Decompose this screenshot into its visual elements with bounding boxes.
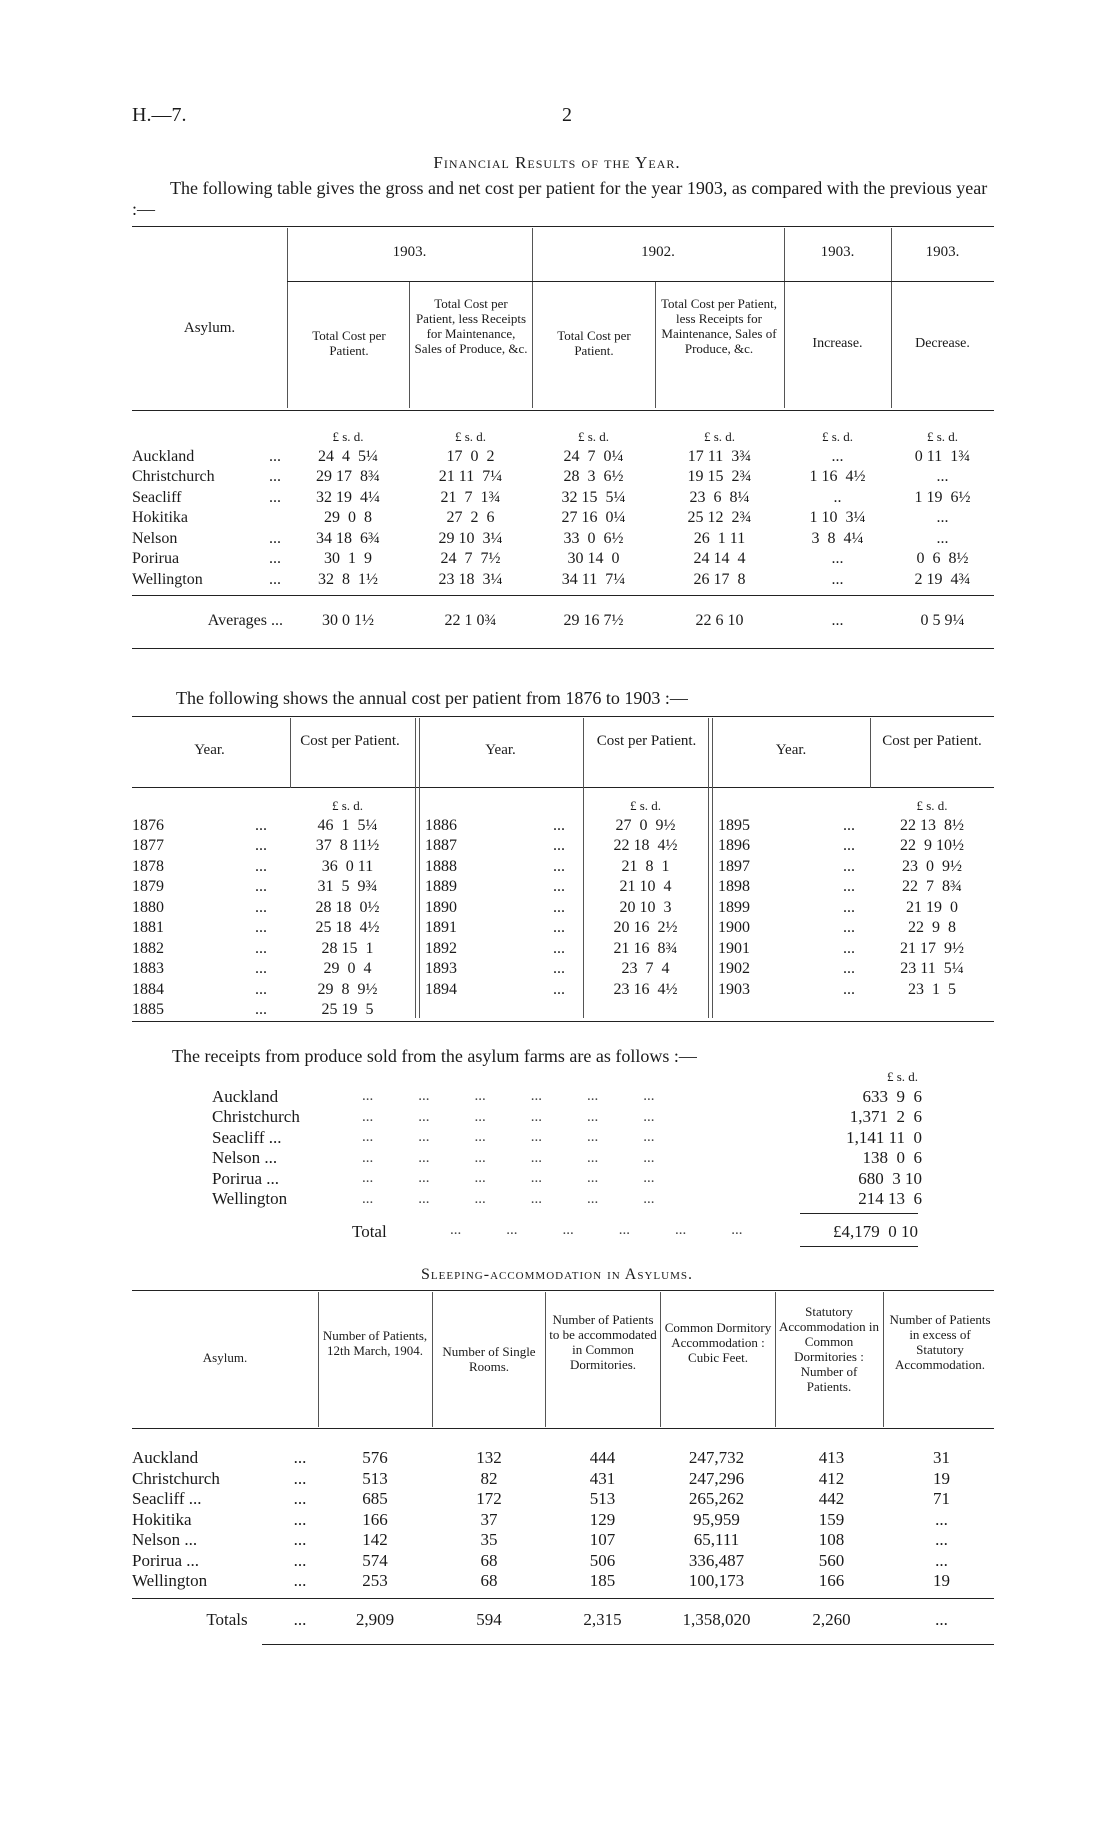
cost-cell: 22 18 4½: [613, 837, 678, 855]
cost-cell: ...: [831, 570, 844, 588]
cost-cell: 37 8 11½: [315, 837, 380, 855]
asylum-name: Wellington: [132, 570, 203, 588]
year-cell: 1900: [718, 919, 750, 937]
year-cell: 1890: [425, 898, 457, 916]
receipt-row: Seacliff ... ... ... ... ... ... ... 1,141 11 0: [212, 1127, 922, 1147]
financial-row: Christchurch ... 29 17 8¾ 21 11 7¼ 28 3 6½ 19 15 2¾ 1 16 4½ ...: [132, 467, 994, 488]
annual-year-header-2: Year.: [485, 742, 516, 758]
cost-cell: 27 0 9½: [615, 816, 676, 834]
annual-table-1: £ s. d. 1876 ... 46 1 5¼ 1877 ... 37 8 11½ 1878 ... 36 0 11 1879 ... 31 5 9¾ 1880 ... 28 18 0½ 1881 ... 25 18 4½ 1882 ... 28 15 1 1883 ... 29 0 4 1884 ... 29 8 9½ 1885 ... 25 19 5: [132, 795, 415, 1021]
cost-cell: 21 7 1¾: [440, 488, 501, 506]
report-code: H.—7.: [132, 104, 187, 126]
sleep-header-patients: Number of Patients, 12th March, 1904.: [322, 1328, 428, 1358]
cost-cell: 28 3 6½: [563, 468, 624, 486]
total-cost-1902-header: Total Cost per Patient.: [557, 328, 631, 358]
value-cell: 68: [480, 1571, 498, 1591]
receipts-total: £4,179 0 10: [833, 1222, 918, 1241]
cost-cell: 30 14 0: [567, 550, 620, 568]
totals-row: Totals ... 2,909 594 2,315 1,358,020 2,260 ...: [206, 1610, 948, 1629]
value-cell: 513: [589, 1489, 616, 1509]
sleep-header-statutory: Statutory Accommodation in Common Dormitories : Number of Patients.: [778, 1304, 879, 1394]
cost-cell: 29 8 9½: [317, 980, 378, 998]
asylum-name: Auckland: [212, 1086, 279, 1106]
asylum-name: Wellington: [212, 1189, 288, 1209]
value-cell: 100,173: [688, 1571, 745, 1591]
value-cell: 444: [589, 1448, 616, 1468]
annual-row: 1889 ... 21 10 4: [425, 877, 708, 898]
value-cell: 71: [933, 1489, 950, 1509]
cost-cell: 25 18 4½: [315, 919, 380, 937]
amount-cell: 214 13 6: [858, 1189, 922, 1209]
cost-cell: 1 19 6½: [914, 488, 971, 506]
year-cell: 1876: [132, 816, 164, 834]
year-cell: 1881: [132, 919, 164, 937]
annual-row: 1888 ... 21 8 1: [425, 857, 708, 878]
annual-row: 1879 ... 31 5 9¾: [132, 877, 415, 898]
cost-cell: 2 19 4¾: [914, 570, 971, 588]
page-number: 2: [562, 104, 572, 126]
annual-table-3: £ s. d. 1895 ... 22 13 8½ 1896 ... 22 9 10½ 1897 ... 23 0 9½ 1898 ... 22 7 8¾ 1899 ... 21 19 0 1900 ... 22 9 8 1901 ... 21 17 9½ 1902 ... 23 11 5¼ 1903 ... 23 1 5: [718, 795, 994, 1000]
value-cell: 35: [480, 1530, 498, 1550]
cost-cell: 36 0 11: [321, 857, 374, 875]
asylum-name: Porirua ...: [132, 1550, 200, 1570]
asylum-name: Nelson ...: [132, 1530, 198, 1550]
value-cell: 95,959: [693, 1509, 740, 1529]
asylum-name: Seacliff: [132, 488, 182, 506]
year-cell: 1884: [132, 980, 164, 998]
cost-cell: 0 6 8½: [916, 550, 969, 568]
asylum-name: Hokitika: [132, 509, 188, 527]
receipts-total-label: Total: [352, 1222, 387, 1241]
financial-row: Nelson ... 34 18 6¾ 29 10 3¼ 33 0 6½ 26 1 11 3 8 4¼ ...: [132, 529, 994, 550]
annual-row: 1891 ... 20 16 2½: [425, 918, 708, 939]
receipt-row: Christchurch ... ... ... ... ... ... 1,371 2 6: [212, 1107, 922, 1127]
cost-cell: 24 7 0¼: [563, 447, 624, 465]
sleeping-title: Sleeping-accommodation in Asylums.: [421, 1266, 693, 1283]
value-cell: ...: [935, 1509, 948, 1529]
cost-cell: 24 7 7½: [440, 550, 501, 568]
cost-cell: 23 18 3¼: [438, 570, 503, 588]
value-cell: 253: [362, 1571, 388, 1591]
receipt-row: Porirua ... ... ... ... ... ... ... 680 3 10: [212, 1168, 922, 1188]
value-cell: 172: [476, 1489, 502, 1509]
value-cell: 132: [476, 1448, 502, 1468]
year-cell: 1897: [718, 857, 750, 875]
year-cell: 1883: [132, 960, 164, 978]
year-cell: 1889: [425, 878, 457, 896]
year-cell: 1888: [425, 857, 457, 875]
year-1903-header: 1903.: [392, 244, 427, 260]
sleep-header-cubic: Common Dormitory Accommodation : Cubic Feet.: [664, 1320, 772, 1365]
year-cell: 1886: [425, 816, 457, 834]
cost-cell: 31 5 9¾: [317, 878, 378, 896]
annual-cost-header-1: Cost per Patient.: [300, 733, 400, 749]
asylum-name: Nelson ...: [212, 1148, 278, 1168]
cost-cell: 24 4 5¼: [318, 447, 378, 465]
cost-cell: 28 15 1: [321, 939, 374, 957]
cost-cell: 23 1 5: [908, 980, 956, 998]
asylum-name: Christchurch: [212, 1107, 300, 1127]
value-cell: 142: [362, 1530, 388, 1550]
year-cell: 1894: [425, 980, 457, 998]
year-cell: 1892: [425, 939, 457, 957]
net-cost-1902-header: Total Cost per Patient, less Receipts for Maintenance, Sales of Produce, &c.: [660, 296, 778, 356]
asylum-name: Christchurch: [132, 468, 215, 486]
value-cell: 166: [818, 1571, 845, 1591]
sleeping-row: Porirua ... ... 574 68 506 336,487 560 ...: [132, 1551, 994, 1572]
value-cell: 560: [818, 1550, 845, 1570]
cost-cell: 33 0 6½: [563, 529, 624, 547]
sleep-header-excess: Number of Patients in excess of Statutory Accommodation.: [889, 1312, 991, 1372]
amount-cell: 1,141 11 0: [846, 1127, 922, 1147]
cost-cell: 23 16 4½: [613, 980, 678, 998]
sleeping-row: Hokitika ... 166 37 129 95,959 159 ...: [132, 1510, 994, 1531]
receipt-row: Nelson ... ... ... ... ... ... ... 138 0 6: [212, 1148, 922, 1168]
cost-cell: 17 11 3¾: [687, 447, 752, 465]
cost-cell: 22 9 10½: [900, 837, 964, 855]
value-cell: 65,111: [693, 1530, 740, 1550]
year-cell: 1893: [425, 960, 457, 978]
receipts-total-leader: ... ... ... ... ... ...: [450, 1222, 743, 1238]
amount-cell: 1,371 2 6: [849, 1107, 922, 1127]
cost-cell: ...: [831, 550, 844, 568]
value-cell: ...: [935, 1530, 948, 1550]
year-cell: 1891: [425, 919, 457, 937]
annual-intro: The following shows the annual cost per patient from 1876 to 1903 :—: [176, 688, 688, 708]
year-cell: 1896: [718, 837, 750, 855]
value-cell: 431: [589, 1468, 616, 1488]
annual-row: 1900 ... 22 9 8: [718, 918, 994, 939]
annual-row: 1902 ... 23 11 5¼: [718, 959, 994, 980]
value-cell: 19: [933, 1571, 950, 1591]
annual-table-2: £ s. d. 1886 ... 27 0 9½ 1887 ... 22 18 4½ 1888 ... 21 8 1 1889 ... 21 10 4 1890 ... 20 10 3 1891 ... 20 16 2½ 1892 ... 21 16 8¾ 1893 ... 23 7 4 1894 ... 23 16 4½: [425, 795, 708, 1000]
sleeping-row: Wellington ... 253 68 185 100,173 166 19: [132, 1571, 994, 1592]
cost-cell: 21 10 4: [619, 878, 672, 896]
financial-averages: [132, 610, 994, 632]
value-cell: 19: [933, 1468, 950, 1488]
cost-cell: 17 0 2: [446, 447, 495, 465]
annual-row: 1897 ... 23 0 9½: [718, 857, 994, 878]
annual-row: 1892 ... 21 16 8¾: [425, 939, 708, 960]
amount-cell: 633 9 6: [862, 1086, 922, 1106]
cost-cell: 26 17 8: [693, 570, 746, 588]
value-cell: 574: [362, 1550, 388, 1570]
year-cell: 1901: [718, 939, 750, 957]
value-cell: 247,296: [688, 1468, 745, 1488]
year-cell: 1880: [132, 898, 164, 916]
annual-row: 1898 ... 22 7 8¾: [718, 877, 994, 898]
cost-cell: 0 11 1¾: [914, 447, 971, 465]
annual-row: 1901 ... 21 17 9½: [718, 939, 994, 960]
asylum-name: Auckland: [132, 1448, 199, 1468]
financial-row: [132, 508, 994, 529]
value-cell: 413: [818, 1448, 845, 1468]
sleep-header-common: Number of Patients to be accommodated in Common Dormitories.: [549, 1312, 657, 1372]
financial-intro: The following table gives the gross and net cost per patient for the year 1903, as compared with the previous year :—: [132, 178, 988, 219]
cost-cell: 20 16 2½: [613, 919, 678, 937]
year-1902-header: 1902.: [641, 244, 675, 260]
sleeping-row: Auckland ... 576 132 444 247,732 413 31: [132, 1448, 994, 1469]
cost-cell: 23 6 8¼: [689, 488, 750, 506]
annual-row: 1886 ... 27 0 9½: [425, 816, 708, 837]
increase-header: Increase.: [812, 336, 863, 351]
cost-cell: 25 19 5: [321, 1001, 374, 1019]
total-cost-1903-header: Total Cost per Patient.: [312, 328, 386, 358]
asylum-name: Porirua ...: [212, 1168, 280, 1188]
year-cell: 1887: [425, 837, 457, 855]
annual-row: 1878 ... 36 0 11: [132, 857, 415, 878]
financial-title: Financial Results of the Year.: [433, 153, 681, 172]
cost-cell: 21 17 9½: [900, 939, 964, 957]
value-cell: 685: [362, 1489, 388, 1509]
asylum-name: Seacliff ...: [132, 1489, 202, 1509]
cost-cell: 27 16 0¼: [561, 509, 626, 527]
value-cell: 265,262: [688, 1489, 745, 1509]
amount-cell: 138 0 6: [862, 1148, 922, 1168]
cost-cell: 1 16 4½: [809, 468, 866, 486]
cost-cell: 29 0 4: [323, 960, 372, 978]
value-cell: 37: [480, 1509, 498, 1529]
annual-row: 1894 ... 23 16 4½: [425, 980, 708, 1001]
cost-cell: 46 1 5¼: [317, 816, 378, 834]
cost-cell: ...: [936, 529, 949, 547]
cost-cell: 21 16 8¾: [613, 939, 678, 957]
value-cell: 82: [480, 1468, 498, 1488]
cost-cell: 23 0 9½: [902, 857, 962, 875]
cost-cell: 20 10 3: [619, 898, 672, 916]
averages-row: Averages ... 30 0 1½ 22 1 0¾ 29 16 7½ 22 6 10 ... 0 5 9¼: [207, 612, 965, 629]
cost-cell: 25 12 2¾: [687, 509, 752, 527]
asylum-name: Wellington: [132, 1571, 208, 1591]
cost-cell: 1 10 3¼: [809, 509, 866, 527]
sleeping-row: Nelson ... ... 142 35 107 65,111 108 ...: [132, 1530, 994, 1551]
value-cell: 185: [589, 1571, 616, 1591]
cost-cell: 23 11 5¼: [900, 960, 964, 978]
cost-cell: 22 9 8: [908, 919, 956, 937]
sleeping-row: Christchurch ... 513 82 431 247,296 412 19: [132, 1469, 994, 1490]
value-cell: 442: [818, 1489, 845, 1509]
financial-row: Auckland ... 24 4 5¼ 17 0 2 24 7 0¼ 17 11 3¾ ... 0 11 1¾: [132, 447, 994, 468]
sleeping-totals: [132, 1608, 994, 1632]
annual-cost-header-3: Cost per Patient.: [882, 733, 982, 749]
receipt-row: Wellington ... ... ... ... ... ... 214 13 6: [212, 1189, 922, 1209]
cost-cell: 21 8 1: [621, 857, 670, 875]
asylum-name: Auckland: [132, 447, 195, 465]
cost-cell: 28 18 0½: [315, 898, 380, 916]
year-cell: 1879: [132, 878, 164, 896]
cost-cell: 29 10 3¼: [438, 529, 503, 547]
asylum-name: Hokitika: [132, 1509, 192, 1529]
year-cell: 1903: [718, 980, 750, 998]
cost-cell: 29 0 8: [324, 509, 372, 527]
annual-cost-header-2: Cost per Patient.: [596, 733, 697, 749]
annual-row: 1885 ... 25 19 5: [132, 1000, 415, 1021]
year-cell: 1878: [132, 857, 164, 875]
annual-row: 1893 ... 23 7 4: [425, 959, 708, 980]
value-cell: 506: [589, 1550, 616, 1570]
annual-row: 1896 ... 22 9 10½: [718, 836, 994, 857]
year-cell: 1899: [718, 898, 750, 916]
annual-row: 1881 ... 25 18 4½: [132, 918, 415, 939]
cost-cell: 32 8 1½: [318, 570, 378, 588]
net-cost-1903-header: Total Cost per Patient, less Receipts for Maintenance, Sales of Produce, &c.: [414, 296, 528, 356]
cost-cell: 32 15 5¼: [561, 488, 626, 506]
cost-cell: 22 13 8½: [900, 816, 964, 834]
sleep-header-single: Number of Single Rooms.: [442, 1344, 536, 1374]
cost-cell: 29 17 8¾: [316, 468, 380, 486]
sleep-header-asylum: Asylum.: [202, 1350, 248, 1365]
year-cell: 1882: [132, 939, 164, 957]
financial-row: Seacliff ... 32 19 4¼ 21 7 1¾ 32 15 5¼ 23 6 8¼ .. 1 19 6½: [132, 488, 994, 509]
annual-year-header-1: Year.: [194, 742, 225, 758]
value-cell: 247,732: [688, 1448, 745, 1468]
value-cell: 576: [362, 1448, 388, 1468]
annual-row: 1877 ... 37 8 11½: [132, 836, 415, 857]
value-cell: 129: [589, 1509, 616, 1529]
cost-cell: 19 15 2¾: [687, 468, 752, 486]
asylum-name: Porirua: [132, 550, 180, 568]
cost-cell: 34 11 7¼: [561, 570, 626, 588]
cost-cell: 3 8 4¼: [811, 529, 864, 547]
cost-cell: 24 14 4: [693, 550, 746, 568]
annual-row: 1890 ... 20 10 3: [425, 898, 708, 919]
value-cell: 108: [818, 1530, 845, 1550]
cost-cell: ..: [833, 488, 842, 506]
cost-cell: 22 7 8¾: [902, 878, 962, 896]
annual-year-header-3: Year.: [775, 742, 807, 758]
value-cell: 513: [362, 1468, 388, 1488]
value-cell: 159: [818, 1509, 845, 1529]
receipts-table: £ s. d. Auckland ... ... ... ... ... ... 633 9 6 Christchurch ... ... ... ... ... ... 1,371 2 6 Seacliff ... ... ... ... ... ... ... 1,141 11 0 Nelson ... ... ... ... ... ... ... 138 0 6 Porirua ... ... ... ... ... ... ... 680 3 10 Wellington ... ... ... ... ... ... 214 13 6: [212, 1068, 922, 1209]
cost-cell: 21 19 0: [906, 898, 958, 916]
value-cell: 336,487: [688, 1550, 745, 1570]
receipts-intro: The receipts from produce sold from the asylum farms are as follows :—: [172, 1046, 697, 1066]
amount-cell: 680 3 10: [858, 1168, 922, 1188]
asylum-name: Seacliff ...: [212, 1127, 282, 1147]
annual-row: 1895 ... 22 13 8½: [718, 816, 994, 837]
year-cell: 1898: [718, 878, 750, 896]
units-row: £ s. d. £ s. d. £ s. d. £ s. d. £ s. d. £ s. d.: [332, 428, 959, 444]
annual-row: 1884 ... 29 8 9½: [132, 980, 415, 1001]
financial-table: [132, 426, 994, 590]
cost-cell: 32 19 4¼: [316, 488, 380, 506]
year-cell: 1877: [132, 837, 164, 855]
cost-cell: ...: [936, 509, 949, 527]
receipt-row: Auckland ... ... ... ... ... ... 633 9 6: [212, 1086, 922, 1106]
cost-cell: 21 11 7¼: [438, 468, 503, 486]
value-cell: ...: [935, 1550, 948, 1570]
cost-cell: ...: [831, 447, 844, 465]
value-cell: 166: [362, 1509, 388, 1529]
year-decrease-header: 1903.: [925, 244, 960, 260]
cost-cell: 26 1 11: [693, 529, 746, 547]
year-cell: 1885: [132, 1001, 164, 1019]
annual-row: 1899 ... 21 19 0: [718, 898, 994, 919]
financial-row: Wellington ... 32 8 1½ 23 18 3¼ 34 11 7¼ 26 17 8 ... 2 19 4¾: [132, 570, 994, 591]
col-asylum-header: Asylum.: [183, 320, 236, 336]
annual-row: 1880 ... 28 18 0½: [132, 898, 415, 919]
cost-cell: 27 2 6: [446, 509, 495, 527]
year-increase-header: 1903.: [820, 244, 855, 260]
value-cell: 68: [480, 1550, 498, 1570]
sleeping-row: Seacliff ... ... 685 172 513 265,262 442 71: [132, 1489, 994, 1510]
cost-cell: 23 7 4: [621, 960, 670, 978]
cost-cell: 34 18 6¾: [316, 529, 380, 547]
sleeping-table: [132, 1448, 994, 1592]
annual-row: 1882 ... 28 15 1: [132, 939, 415, 960]
value-cell: 412: [818, 1468, 845, 1488]
cost-cell: ...: [936, 468, 949, 486]
financial-row: Porirua ... 30 1 9 24 7 7½ 30 14 0 24 14 4 ... 0 6 8½: [132, 549, 994, 570]
annual-row: 1876 ... 46 1 5¼: [132, 816, 415, 837]
decrease-header: Decrease.: [915, 336, 970, 351]
value-cell: 31: [933, 1448, 950, 1468]
year-cell: 1902: [718, 960, 750, 978]
cost-cell: 30 1 9: [324, 550, 372, 568]
annual-row: 1883 ... 29 0 4: [132, 959, 415, 980]
value-cell: 107: [589, 1530, 616, 1550]
asylum-name: Christchurch: [132, 1468, 220, 1488]
year-cell: 1895: [718, 816, 750, 834]
annual-row: 1903 ... 23 1 5: [718, 980, 994, 1001]
annual-row: 1887 ... 22 18 4½: [425, 836, 708, 857]
asylum-name: Nelson: [132, 529, 178, 547]
